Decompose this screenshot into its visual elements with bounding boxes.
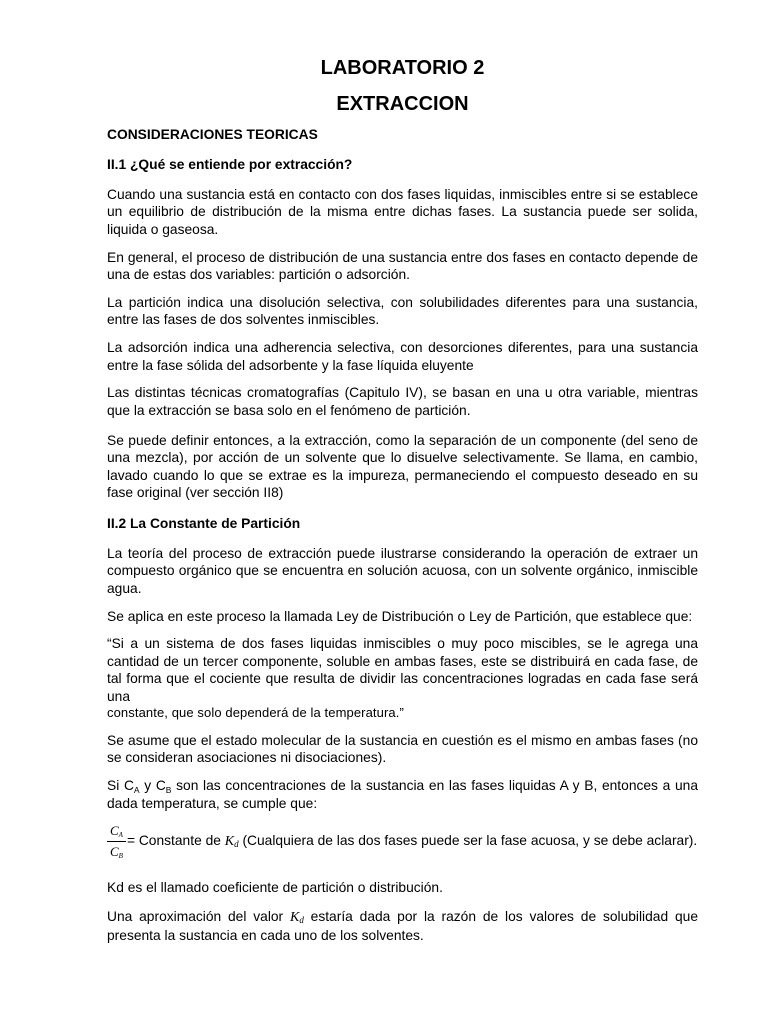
approximation-prefix: Una aproximación del valor [107,909,290,925]
numerator-symbol: C [110,823,119,839]
section-1-paragraph-6: Se puede definir entonces, a la extracción, como la separación de un componente (del seno de una mezcla), por acción de un solvente que lo disuelve selectivamente. Se llama, en cambio, lavado cuando lo que se extrae es la impureza, permaneciendo el compuesto deseado en su fase original (ver sección II8) [107,432,698,500]
formula-note: (Cualquiera de las dos fases puede ser la fase acuosa, y se debe aclarar). [238,833,698,849]
page-content [107,56,698,955]
fraction-denominator [107,842,126,860]
fraction-numerator [107,823,126,842]
numerator-subscript: A [118,831,123,840]
section-1-paragraph-4: La adsorción indica una adherencia selectiva, con desorciones diferentes, para una sustancia entre la fase sólida del adsorbente y la fase líquida eluyente [107,340,698,373]
approximation-kd-k: K [289,910,300,926]
section-heading-consideraciones: CONSIDERACIONES TEORICAS [107,127,318,142]
approximation-kd-subscript: d [299,915,304,926]
approximation-kd-symbol [290,910,304,925]
law-quote-main: “Si a un sistema de dos fases liquidas inmiscibles o muy poco miscibles, se le agrega una cantidad de un tercer componente, soluble en ambas fases, este se distribuirá en cada fase, de tal forma que el cociente que resulta de dividir las concentraciones logradas en cada fase será una [107,636,698,704]
section-1-heading: II.1 ¿Qué se entiende por extracción? [107,156,353,172]
concentrations-prefix: Si C [107,778,134,794]
concentrations-middle: y C [139,778,166,794]
section-2-assumption: Se asume que el estado molecular de la sustancia en cuestión es el mismo en ambas fases (no se consideran asociaciones ni disociaciones). [107,733,698,766]
law-quote [107,635,698,721]
section-2-intro: La teoría del proceso de extracción puede ilustrarse considerando la operación de extraer un compuesto orgánico que se encuentra en solución acuosa, con un solvente orgánico, inmiscible agua. [107,545,698,596]
formula-text [127,832,697,850]
document-title: LABORATORIO 2 [320,57,485,79]
section-2-law-intro: Se aplica en este proceso la llamada Ley de Distribución o Ley de Partición, que establece que: [107,608,693,624]
section-2-heading: II.2 La Constante de Partición [107,516,301,532]
concentrations-paragraph [107,777,698,812]
concentration-b-subscript: B [165,785,172,796]
concentration-ratio-fraction [107,823,126,860]
document-subtitle: EXTRACCION [336,93,469,115]
denominator-subscript: B [118,852,123,861]
section-1-paragraph-2: En general, el proceso de distribución de una sustancia entre dos fases en contacto depende de una de estas dos variables: partición o adsorción. [107,249,698,282]
section-1-paragraph-5: Las distintas técnicas cromatografías (Capitulo IV), se basan en una u otra variable, mientras que la extracción se basa solo en el fenómeno de partición. [107,385,698,418]
kd-k: K [224,834,235,850]
partition-formula [107,823,698,860]
approximation-suffix: estaría dada por la razón de los valores de solubilidad que presenta la sustancia en cada uno de los solventes. [107,909,698,943]
kd-symbol [225,834,239,849]
kd-definition: Kd es el llamado coeficiente de partición o distribución. [107,879,443,895]
concentration-a-subscript: A [133,785,140,796]
kd-subscript: d [234,839,239,850]
section-1-paragraph-3: La partición indica una disolución selectiva, con solubilidades diferentes para una sustancia, entre las fases de dos solventes inmiscibles. [107,294,698,328]
approximation-paragraph [107,908,698,944]
formula-equals-text: = Constante de [126,833,225,849]
law-quote-tail: constante, que solo dependerá de la temperatura.” [107,705,404,721]
section-1-paragraph-1: Cuando una sustancia está en contacto con dos fases liquidas, inmiscibles entre si se establece un equilibrio de distribución de la misma entre dichas fases. La sustancia puede ser solida, liquida o gaseosa. [107,186,698,237]
denominator-symbol: C [110,844,119,860]
concentrations-suffix: son las concentraciones de la sustancia en las fases liquidas A y B, entonces a una dada temperatura, se cumple que: [107,778,698,811]
